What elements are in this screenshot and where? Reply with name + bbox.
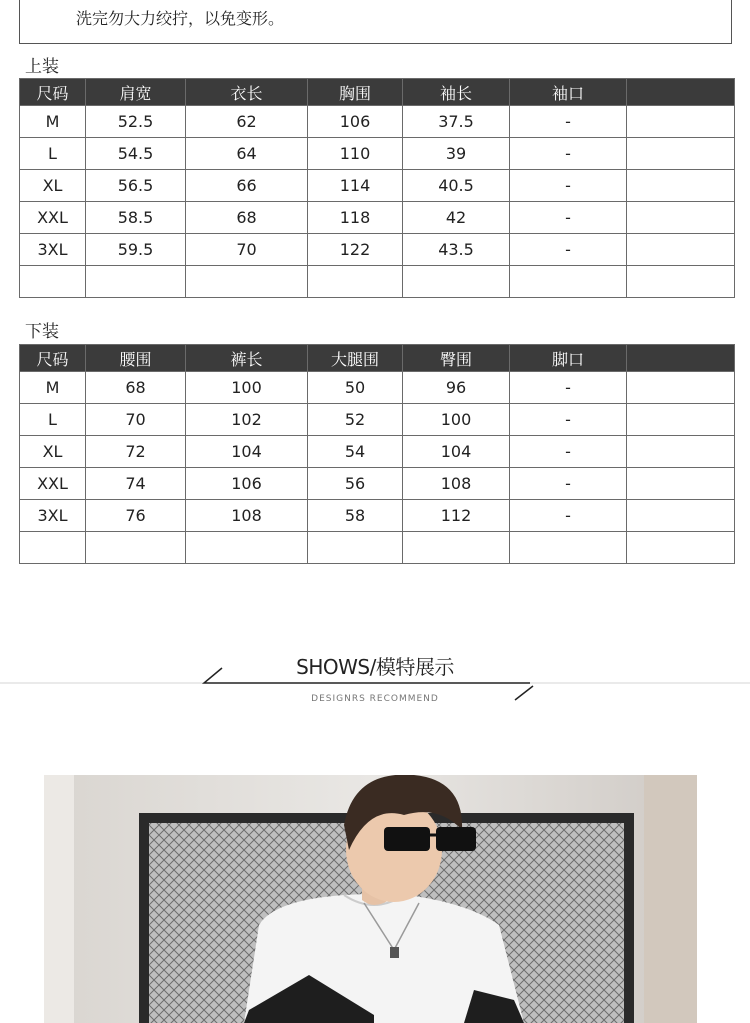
bottoms-table-cell: 3XL (20, 500, 86, 532)
tops-table-cell: XL (20, 170, 86, 202)
bottoms-table-cell: 106 (186, 468, 308, 500)
tops-table-cell (186, 266, 308, 298)
bottoms-table-cell: 100 (403, 404, 510, 436)
tops-table-cell (627, 170, 735, 202)
tops-table-cell: 59.5 (86, 234, 186, 266)
bottoms-table-cell (627, 500, 735, 532)
bottoms-table-row (20, 372, 735, 404)
bottoms-table-cell (627, 468, 735, 500)
bottoms-table-cell: 68 (86, 372, 186, 404)
bottoms-header-cell: 裤长 (186, 345, 308, 372)
model-photo-illustration (44, 775, 697, 1023)
tops-table-cell (627, 106, 735, 138)
tops-header-cell: 胸围 (308, 79, 403, 106)
bottoms-header-cell: 尺码 (20, 345, 86, 372)
bottoms-table-cell: - (510, 436, 627, 468)
tops-table-cell: 110 (308, 138, 403, 170)
tops-table-cell: 56.5 (86, 170, 186, 202)
tops-table-cell: 122 (308, 234, 403, 266)
tops-table-cell: 40.5 (403, 170, 510, 202)
bottoms-table-cell: XXL (20, 468, 86, 500)
bottoms-table-cell (308, 532, 403, 564)
bottoms-table-cell (510, 532, 627, 564)
shows-title: SHOWS/模特展示 (296, 655, 454, 679)
bottoms-table-cell: 52 (308, 404, 403, 436)
bottoms-table-cell: - (510, 468, 627, 500)
bottoms-table-cell: 70 (86, 404, 186, 436)
tops-table-cell: - (510, 170, 627, 202)
bottoms-table-cell: XL (20, 436, 86, 468)
bottoms-table-cell: 108 (186, 500, 308, 532)
tops-table-row (20, 266, 735, 298)
bottoms-table-cell: - (510, 404, 627, 436)
tops-table-cell: - (510, 202, 627, 234)
tops-header-cell: 袖长 (403, 79, 510, 106)
tops-table-cell: 64 (186, 138, 308, 170)
bottoms-size-table (19, 344, 735, 564)
bottoms-table-cell: 72 (86, 436, 186, 468)
tops-table-cell (403, 266, 510, 298)
bottoms-table-cell: L (20, 404, 86, 436)
tops-table-cell: 68 (186, 202, 308, 234)
bottoms-table-cell: 108 (403, 468, 510, 500)
bottoms-table-cell (627, 532, 735, 564)
bottoms-section-title: 下装 (25, 322, 59, 342)
tops-table-cell: 54.5 (86, 138, 186, 170)
bottoms-table-cell: 104 (186, 436, 308, 468)
tops-table-cell: 37.5 (403, 106, 510, 138)
bottoms-table-cell (627, 404, 735, 436)
tops-table-row (20, 170, 735, 202)
tops-table-row (20, 234, 735, 266)
tops-table-cell: - (510, 234, 627, 266)
tops-header-cell: 尺码 (20, 79, 86, 106)
bottoms-table-cell: 56 (308, 468, 403, 500)
shows-subtitle: DESIGNRS RECOMMEND (311, 694, 439, 704)
model-photo (44, 775, 697, 1023)
bottoms-table-cell: M (20, 372, 86, 404)
bottoms-table-cell (86, 532, 186, 564)
tops-table-row (20, 202, 735, 234)
tops-table-cell: 3XL (20, 234, 86, 266)
bottoms-table-cell (627, 372, 735, 404)
bottoms-table-row (20, 436, 735, 468)
tops-header-cell: 肩宽 (86, 79, 186, 106)
bottoms-table-cell: 102 (186, 404, 308, 436)
bottoms-table-cell: 76 (86, 500, 186, 532)
bottoms-header-cell: 脚口 (510, 345, 627, 372)
tops-table-cell (627, 266, 735, 298)
tops-table-cell: 70 (186, 234, 308, 266)
tops-table-cell: 114 (308, 170, 403, 202)
tops-table-cell: 118 (308, 202, 403, 234)
tops-table-cell: 52.5 (86, 106, 186, 138)
tops-table-cell: - (510, 106, 627, 138)
tops-table-row (20, 106, 735, 138)
bottoms-header-cell (627, 345, 735, 372)
tops-table-cell: 39 (403, 138, 510, 170)
tops-table-cell (627, 234, 735, 266)
bottoms-table-cell (627, 436, 735, 468)
bottoms-table-row (20, 532, 735, 564)
bottoms-table-cell: - (510, 372, 627, 404)
tops-table-cell: 66 (186, 170, 308, 202)
bottoms-table-cell: 58 (308, 500, 403, 532)
bottoms-header-cell: 臀围 (403, 345, 510, 372)
tops-table-cell (86, 266, 186, 298)
bottoms-table-cell: 96 (403, 372, 510, 404)
tops-table-cell: 58.5 (86, 202, 186, 234)
tops-table-cell: - (510, 138, 627, 170)
tops-header-row (20, 79, 735, 106)
tops-table-cell (627, 138, 735, 170)
tops-table-cell: 106 (308, 106, 403, 138)
tops-table-cell: 43.5 (403, 234, 510, 266)
bottoms-table-row (20, 404, 735, 436)
bottoms-table-cell: 74 (86, 468, 186, 500)
bottoms-table-row (20, 468, 735, 500)
bottoms-header-cell: 大腿围 (308, 345, 403, 372)
tops-table-cell: M (20, 106, 86, 138)
tops-section-title: 上装 (25, 57, 59, 77)
bottoms-table-cell: 50 (308, 372, 403, 404)
bottoms-table-cell: 100 (186, 372, 308, 404)
tops-table-cell: L (20, 138, 86, 170)
bottoms-header-row (20, 345, 735, 372)
tops-header-cell: 袖口 (510, 79, 627, 106)
tops-header-cell: 衣长 (186, 79, 308, 106)
tops-table-cell: 42 (403, 202, 510, 234)
care-note-box (19, 0, 732, 44)
care-note-text: 洗完勿大力绞拧，以免变形。 (76, 9, 285, 28)
tops-table-cell (627, 202, 735, 234)
bottoms-header-cell: 腰围 (86, 345, 186, 372)
bottoms-table-cell (20, 532, 86, 564)
bottoms-table-cell: 112 (403, 500, 510, 532)
bottoms-table-cell: - (510, 500, 627, 532)
tops-header-cell (627, 79, 735, 106)
tops-table-row (20, 138, 735, 170)
tops-table-cell: XXL (20, 202, 86, 234)
tops-table-cell: 62 (186, 106, 308, 138)
tops-table-cell (308, 266, 403, 298)
tops-table-cell (510, 266, 627, 298)
tops-table-cell (20, 266, 86, 298)
bottoms-table-cell: 54 (308, 436, 403, 468)
bottoms-table-cell (186, 532, 308, 564)
bottoms-table-row (20, 500, 735, 532)
bottoms-table-cell: 104 (403, 436, 510, 468)
bottoms-table-cell (403, 532, 510, 564)
tops-size-table (19, 78, 735, 298)
